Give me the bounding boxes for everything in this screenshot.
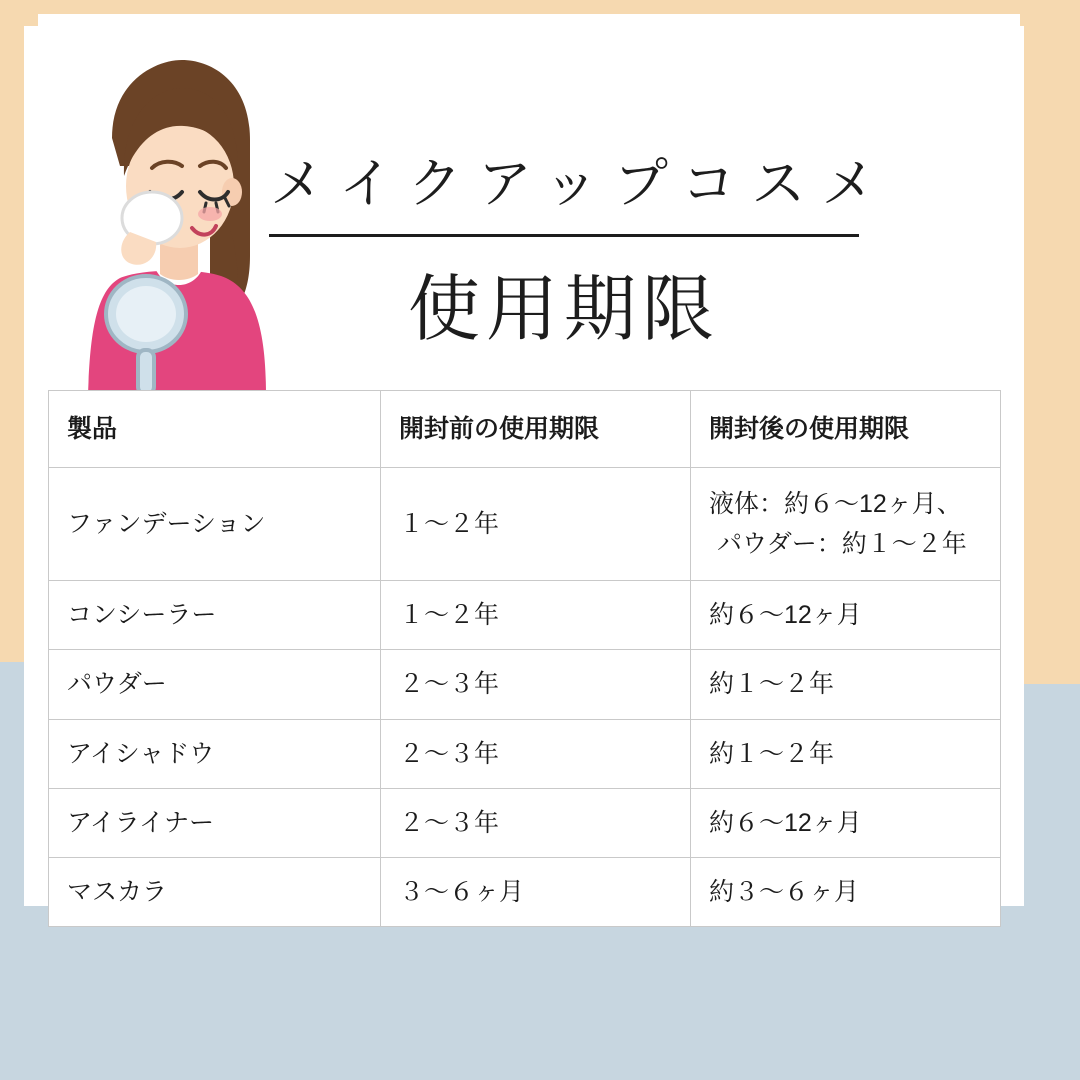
page-title: メイクアップコスメ: [270, 154, 892, 214]
table-row: [49, 719, 1001, 788]
cell-product: マスカラ: [49, 858, 381, 927]
cell-before-opening: ３〜６ヶ月: [381, 858, 691, 927]
table-row: [49, 858, 1001, 927]
cell-after-opening-line: パウダー：約１〜２年: [717, 530, 967, 558]
table-header-row: [49, 391, 1001, 468]
cell-before-opening: ２〜３年: [381, 719, 691, 788]
cell-product: アイライナー: [49, 788, 381, 857]
cell-after-opening-line: 液体：約６〜12ヶ月、: [709, 490, 962, 518]
cell-after-opening: 約６〜12ヶ月: [691, 581, 1001, 650]
content-card: [24, 26, 1024, 906]
cell-product: アイシャドウ: [49, 719, 381, 788]
cell-before-opening: ２〜３年: [381, 650, 691, 719]
cell-product: ファンデーション: [49, 468, 381, 581]
table-row: [49, 788, 1001, 857]
cell-after-opening: 約１〜２年: [691, 719, 1001, 788]
decorative-band-top: [0, 0, 1080, 14]
cell-before-opening: １〜２年: [381, 581, 691, 650]
column-header-product: 製品: [49, 391, 381, 468]
cell-after-opening: [691, 468, 1001, 581]
cell-after-opening: 約３〜６ヶ月: [691, 858, 1001, 927]
table-row: [49, 581, 1001, 650]
cell-product: コンシーラー: [49, 581, 381, 650]
column-header-before-opening: 開封前の使用期限: [381, 391, 691, 468]
expiry-table-wrapper: [48, 390, 1000, 927]
woman-applying-powder-illustration: [60, 46, 280, 396]
cell-after-opening: 約６〜12ヶ月: [691, 788, 1001, 857]
expiry-table: [48, 390, 1001, 927]
title-block: [254, 141, 892, 355]
cell-product: パウダー: [49, 650, 381, 719]
table-row: [49, 468, 1001, 581]
page-subtitle: 使用期限: [407, 270, 720, 350]
table-row: [49, 650, 1001, 719]
column-header-after-opening: 開封後の使用期限: [691, 391, 1001, 468]
cell-after-opening: 約１〜２年: [691, 650, 1001, 719]
cell-before-opening: ２〜３年: [381, 788, 691, 857]
title-divider: [269, 234, 859, 237]
cell-before-opening: １〜２年: [381, 468, 691, 581]
